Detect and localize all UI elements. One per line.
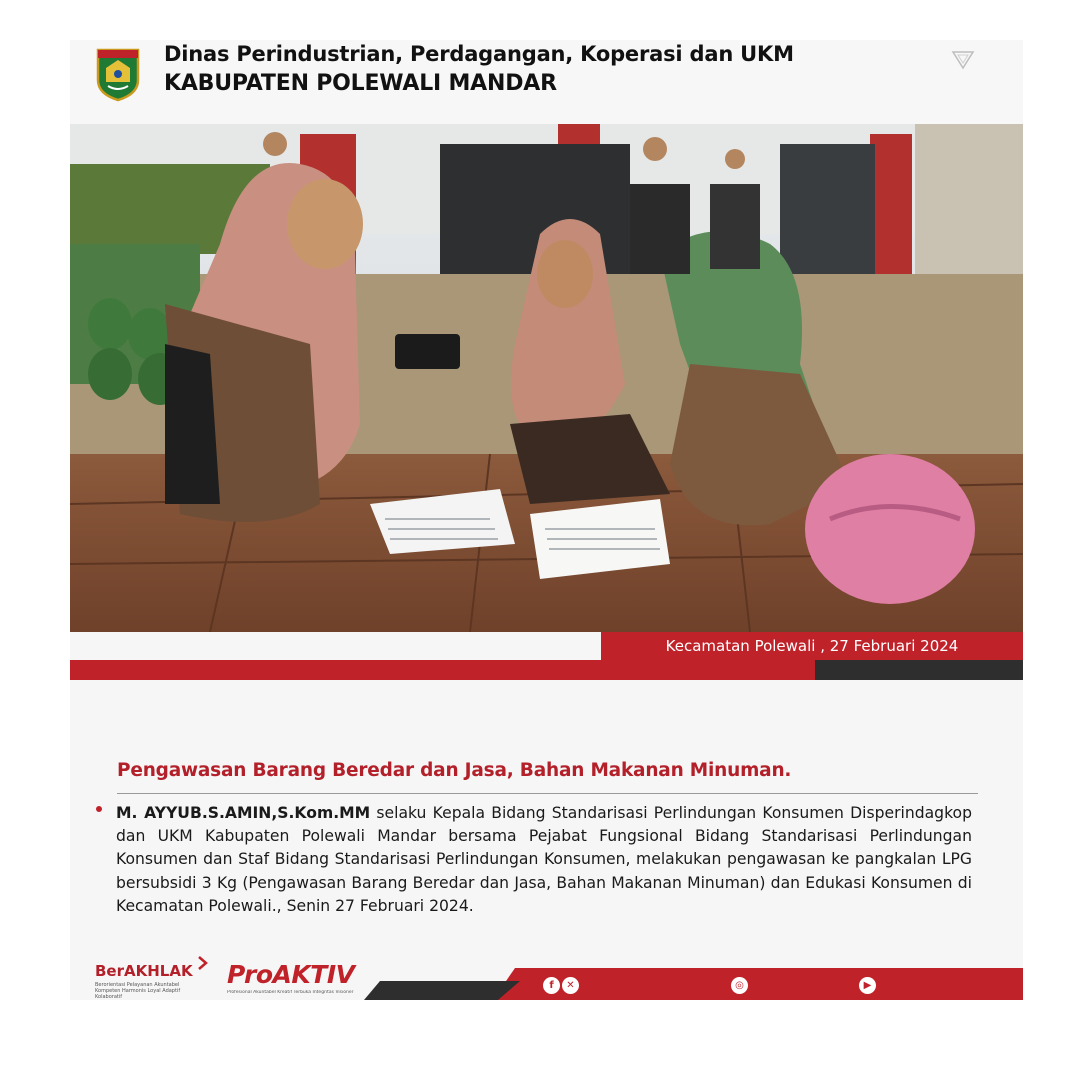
proaktiv-tagline: Profesional Akuntabel Kreatif Terbuka Integritas Visioner: [227, 990, 354, 995]
x-icon[interactable]: ✕: [562, 977, 579, 994]
photo-caption: Kecamatan Polewali , 27 Februari 2024: [601, 632, 1023, 660]
berakhlak-logo: BerAKHLAK: [95, 962, 193, 980]
agency-name: Dinas Perindustrian, Perdagangan, Koperasi dan UKM: [164, 42, 794, 66]
article-title: Pengawasan Barang Beredar dan Jasa, Bahan Makanan Minuman.: [117, 760, 792, 781]
instagram-icon[interactable]: ◎: [731, 977, 748, 994]
chevron-right-icon: [195, 955, 211, 971]
official-name: M. AYYUB.S.AMIN,S.Kom.MM: [116, 804, 371, 822]
article-body-text: selaku Kepala Bidang Standarisasi Perlindungan Konsumen Disperindagkop dan UKM Kabupaten Polewali Mandar bersama Pejabat Fungsional Bidang Standarisasi Perlindungan Konsumen dan Staf Bidang Standarisasi Perlindungan Konsumen, melakukan pengawasan ke pangkalan LPG bersubsidi 3 Kg (Pengawasan Barang Beredar dan Jasa, Bahan Makanan Minuman) dan Edukasi Konsumen di Kecamatan Polewali., Senin 27 Februari 2024.: [116, 804, 972, 915]
proaktiv-logo: ProAKTIV: [227, 960, 355, 989]
regency-name: KABUPATEN POLEWALI MANDAR: [164, 71, 557, 96]
youtube-icon[interactable]: ▶: [859, 977, 876, 994]
berakhlak-tagline: Berorientasi Pelayanan Akuntabel Kompeten Harmonis Loyal Adaptif Kolaboratif: [95, 982, 181, 1000]
facebook-icon[interactable]: f: [543, 977, 560, 994]
